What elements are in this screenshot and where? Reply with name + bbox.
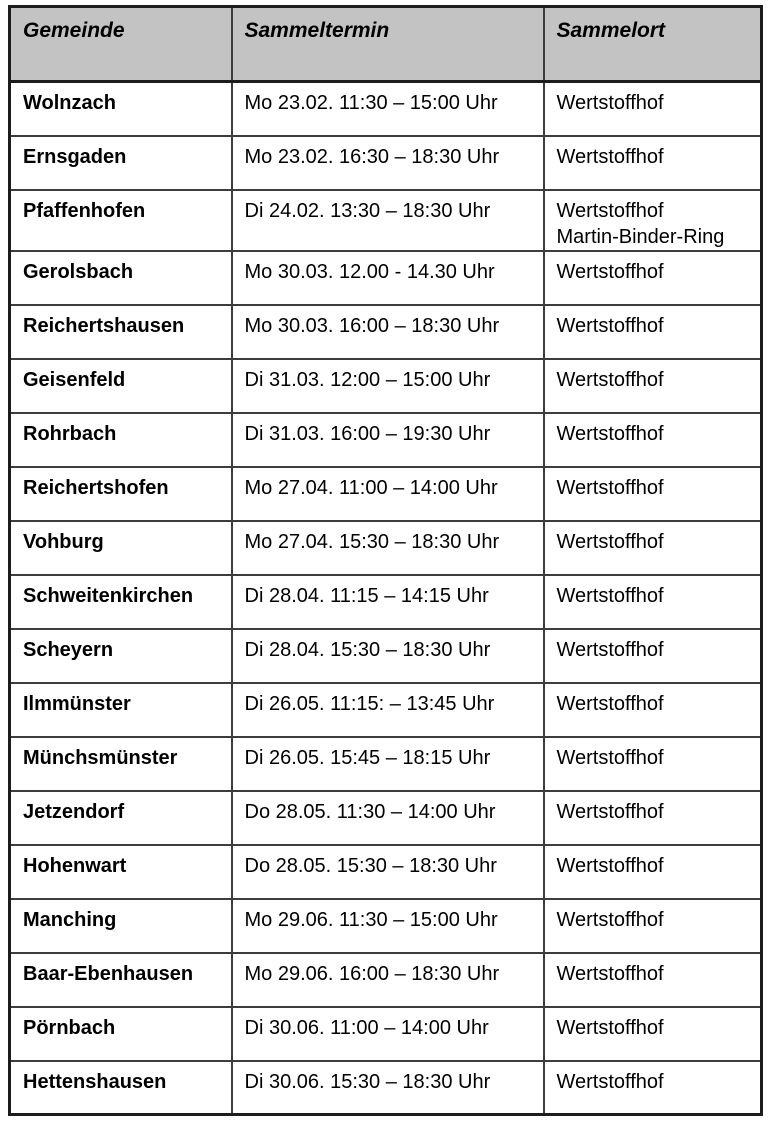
cell-sammeltermin: Do 28.05. 11:30 – 14:00 Uhr <box>232 791 544 845</box>
cell-sammeltermin: Di 31.03. 12:00 – 15:00 Uhr <box>232 359 544 413</box>
cell-gemeinde: Ernsgaden <box>10 136 232 190</box>
cell-sammeltermin: Mo 30.03. 16:00 – 18:30 Uhr <box>232 305 544 359</box>
cell-sammelort <box>544 629 762 683</box>
cell-sammelort <box>544 575 762 629</box>
cell-gemeinde: Münchsmünster <box>10 737 232 791</box>
sammelort-line: Wertstoffhof <box>556 584 664 607</box>
sammelort-line: Wertstoffhof <box>556 800 664 823</box>
sammelort-line: Wertstoffhof <box>556 854 664 877</box>
cell-gemeinde: Pfaffenhofen <box>10 190 232 251</box>
cell-gemeinde: Schweitenkirchen <box>10 575 232 629</box>
cell-sammelort <box>544 251 762 305</box>
cell-sammelort <box>544 190 762 251</box>
sammelort-line: Wertstoffhof <box>556 314 664 337</box>
table-row <box>10 521 762 575</box>
table-row <box>10 899 762 953</box>
table-row <box>10 359 762 413</box>
cell-sammeltermin: Mo 23.02. 11:30 – 15:00 Uhr <box>232 82 544 136</box>
cell-sammelort <box>544 305 762 359</box>
sammelort-line: Wertstoffhof <box>556 368 664 391</box>
cell-gemeinde: Hettenshausen <box>10 1061 232 1115</box>
table-row <box>10 1061 762 1115</box>
cell-sammelort <box>544 521 762 575</box>
cell-gemeinde: Wolnzach <box>10 82 232 136</box>
cell-gemeinde: Rohrbach <box>10 413 232 467</box>
cell-sammelort <box>544 845 762 899</box>
table-row <box>10 413 762 467</box>
cell-gemeinde: Scheyern <box>10 629 232 683</box>
cell-sammelort <box>544 791 762 845</box>
table-row <box>10 305 762 359</box>
cell-gemeinde: Baar-Ebenhausen <box>10 953 232 1007</box>
cell-sammeltermin: Di 24.02. 13:30 – 18:30 Uhr <box>232 190 544 251</box>
table-header <box>10 7 762 82</box>
sammelort-line: Wertstoffhof <box>556 1016 664 1039</box>
cell-gemeinde: Vohburg <box>10 521 232 575</box>
table-row <box>10 82 762 136</box>
table-row <box>10 953 762 1007</box>
sammelort-line: Wertstoffhof <box>556 476 664 499</box>
cell-sammelort <box>544 136 762 190</box>
table-row <box>10 190 762 251</box>
sammelort-line: Wertstoffhof <box>556 908 664 931</box>
cell-sammelort <box>544 683 762 737</box>
cell-sammelort <box>544 413 762 467</box>
cell-sammeltermin: Di 28.04. 15:30 – 18:30 Uhr <box>232 629 544 683</box>
cell-sammeltermin: Di 30.06. 15:30 – 18:30 Uhr <box>232 1061 544 1115</box>
cell-sammeltermin: Mo 30.03. 12.00 - 14.30 Uhr <box>232 251 544 305</box>
cell-gemeinde: Manching <box>10 899 232 953</box>
sammelort-line: Wertstoffhof <box>556 92 664 114</box>
sammelort-line: Wertstoffhof <box>556 638 664 661</box>
cell-gemeinde: Jetzendorf <box>10 791 232 845</box>
table-body <box>10 82 762 1115</box>
cell-sammeltermin: Mo 27.04. 15:30 – 18:30 Uhr <box>232 521 544 575</box>
cell-sammelort <box>544 1007 762 1061</box>
sammelort-line: Wertstoffhof <box>556 145 664 168</box>
table-row <box>10 629 762 683</box>
table-row <box>10 791 762 845</box>
cell-sammeltermin: Do 28.05. 15:30 – 18:30 Uhr <box>232 845 544 899</box>
cell-sammeltermin: Di 26.05. 15:45 – 18:15 Uhr <box>232 737 544 791</box>
cell-sammelort <box>544 82 762 136</box>
table-row <box>10 575 762 629</box>
table-row <box>10 467 762 521</box>
cell-sammelort <box>544 953 762 1007</box>
sammelort-line: Wertstoffhof <box>556 1070 664 1093</box>
column-header-gemeinde: Gemeinde <box>10 7 232 82</box>
column-header-sammelort: Sammelort <box>544 7 762 82</box>
cell-sammelort <box>544 737 762 791</box>
sammelort-line: Wertstoffhof <box>556 962 664 985</box>
sammelort-line: Wertstoffhof <box>556 422 664 445</box>
column-header-sammeltermin: Sammeltermin <box>232 7 544 82</box>
table-row <box>10 136 762 190</box>
cell-gemeinde: Geisenfeld <box>10 359 232 413</box>
table-row <box>10 1007 762 1061</box>
cell-sammelort <box>544 1061 762 1115</box>
sammelort-line: Wertstoffhof <box>556 692 664 715</box>
cell-gemeinde: Reichertshofen <box>10 467 232 521</box>
cell-sammelort <box>544 467 762 521</box>
cell-sammeltermin: Di 30.06. 11:00 – 14:00 Uhr <box>232 1007 544 1061</box>
cell-gemeinde: Reichertshausen <box>10 305 232 359</box>
collection-schedule-table <box>8 5 763 1116</box>
cell-gemeinde: Ilmmünster <box>10 683 232 737</box>
table-row <box>10 845 762 899</box>
sammelort-line: Wertstoffhof <box>556 746 664 769</box>
header-row <box>10 7 762 82</box>
cell-gemeinde: Hohenwart <box>10 845 232 899</box>
sammelort-line: Wertstoffhof <box>556 260 664 283</box>
sammelort-line: Wertstoffhof <box>556 530 664 553</box>
cell-sammeltermin: Mo 29.06. 11:30 – 15:00 Uhr <box>232 899 544 953</box>
sammelort-line: Martin-Binder-Ring <box>556 225 725 248</box>
cell-sammeltermin: Mo 27.04. 11:00 – 14:00 Uhr <box>232 467 544 521</box>
table-row <box>10 737 762 791</box>
cell-sammeltermin: Di 28.04. 11:15 – 14:15 Uhr <box>232 575 544 629</box>
table-row <box>10 683 762 737</box>
cell-sammeltermin: Mo 29.06. 16:00 – 18:30 Uhr <box>232 953 544 1007</box>
cell-gemeinde: Pörnbach <box>10 1007 232 1061</box>
cell-gemeinde: Gerolsbach <box>10 251 232 305</box>
cell-sammelort <box>544 359 762 413</box>
cell-sammeltermin: Di 26.05. 11:15: – 13:45 Uhr <box>232 683 544 737</box>
table-row <box>10 251 762 305</box>
cell-sammeltermin: Di 31.03. 16:00 – 19:30 Uhr <box>232 413 544 467</box>
sammelort-line: Wertstoffhof <box>556 199 664 222</box>
cell-sammelort <box>544 899 762 953</box>
cell-sammeltermin: Mo 23.02. 16:30 – 18:30 Uhr <box>232 136 544 190</box>
